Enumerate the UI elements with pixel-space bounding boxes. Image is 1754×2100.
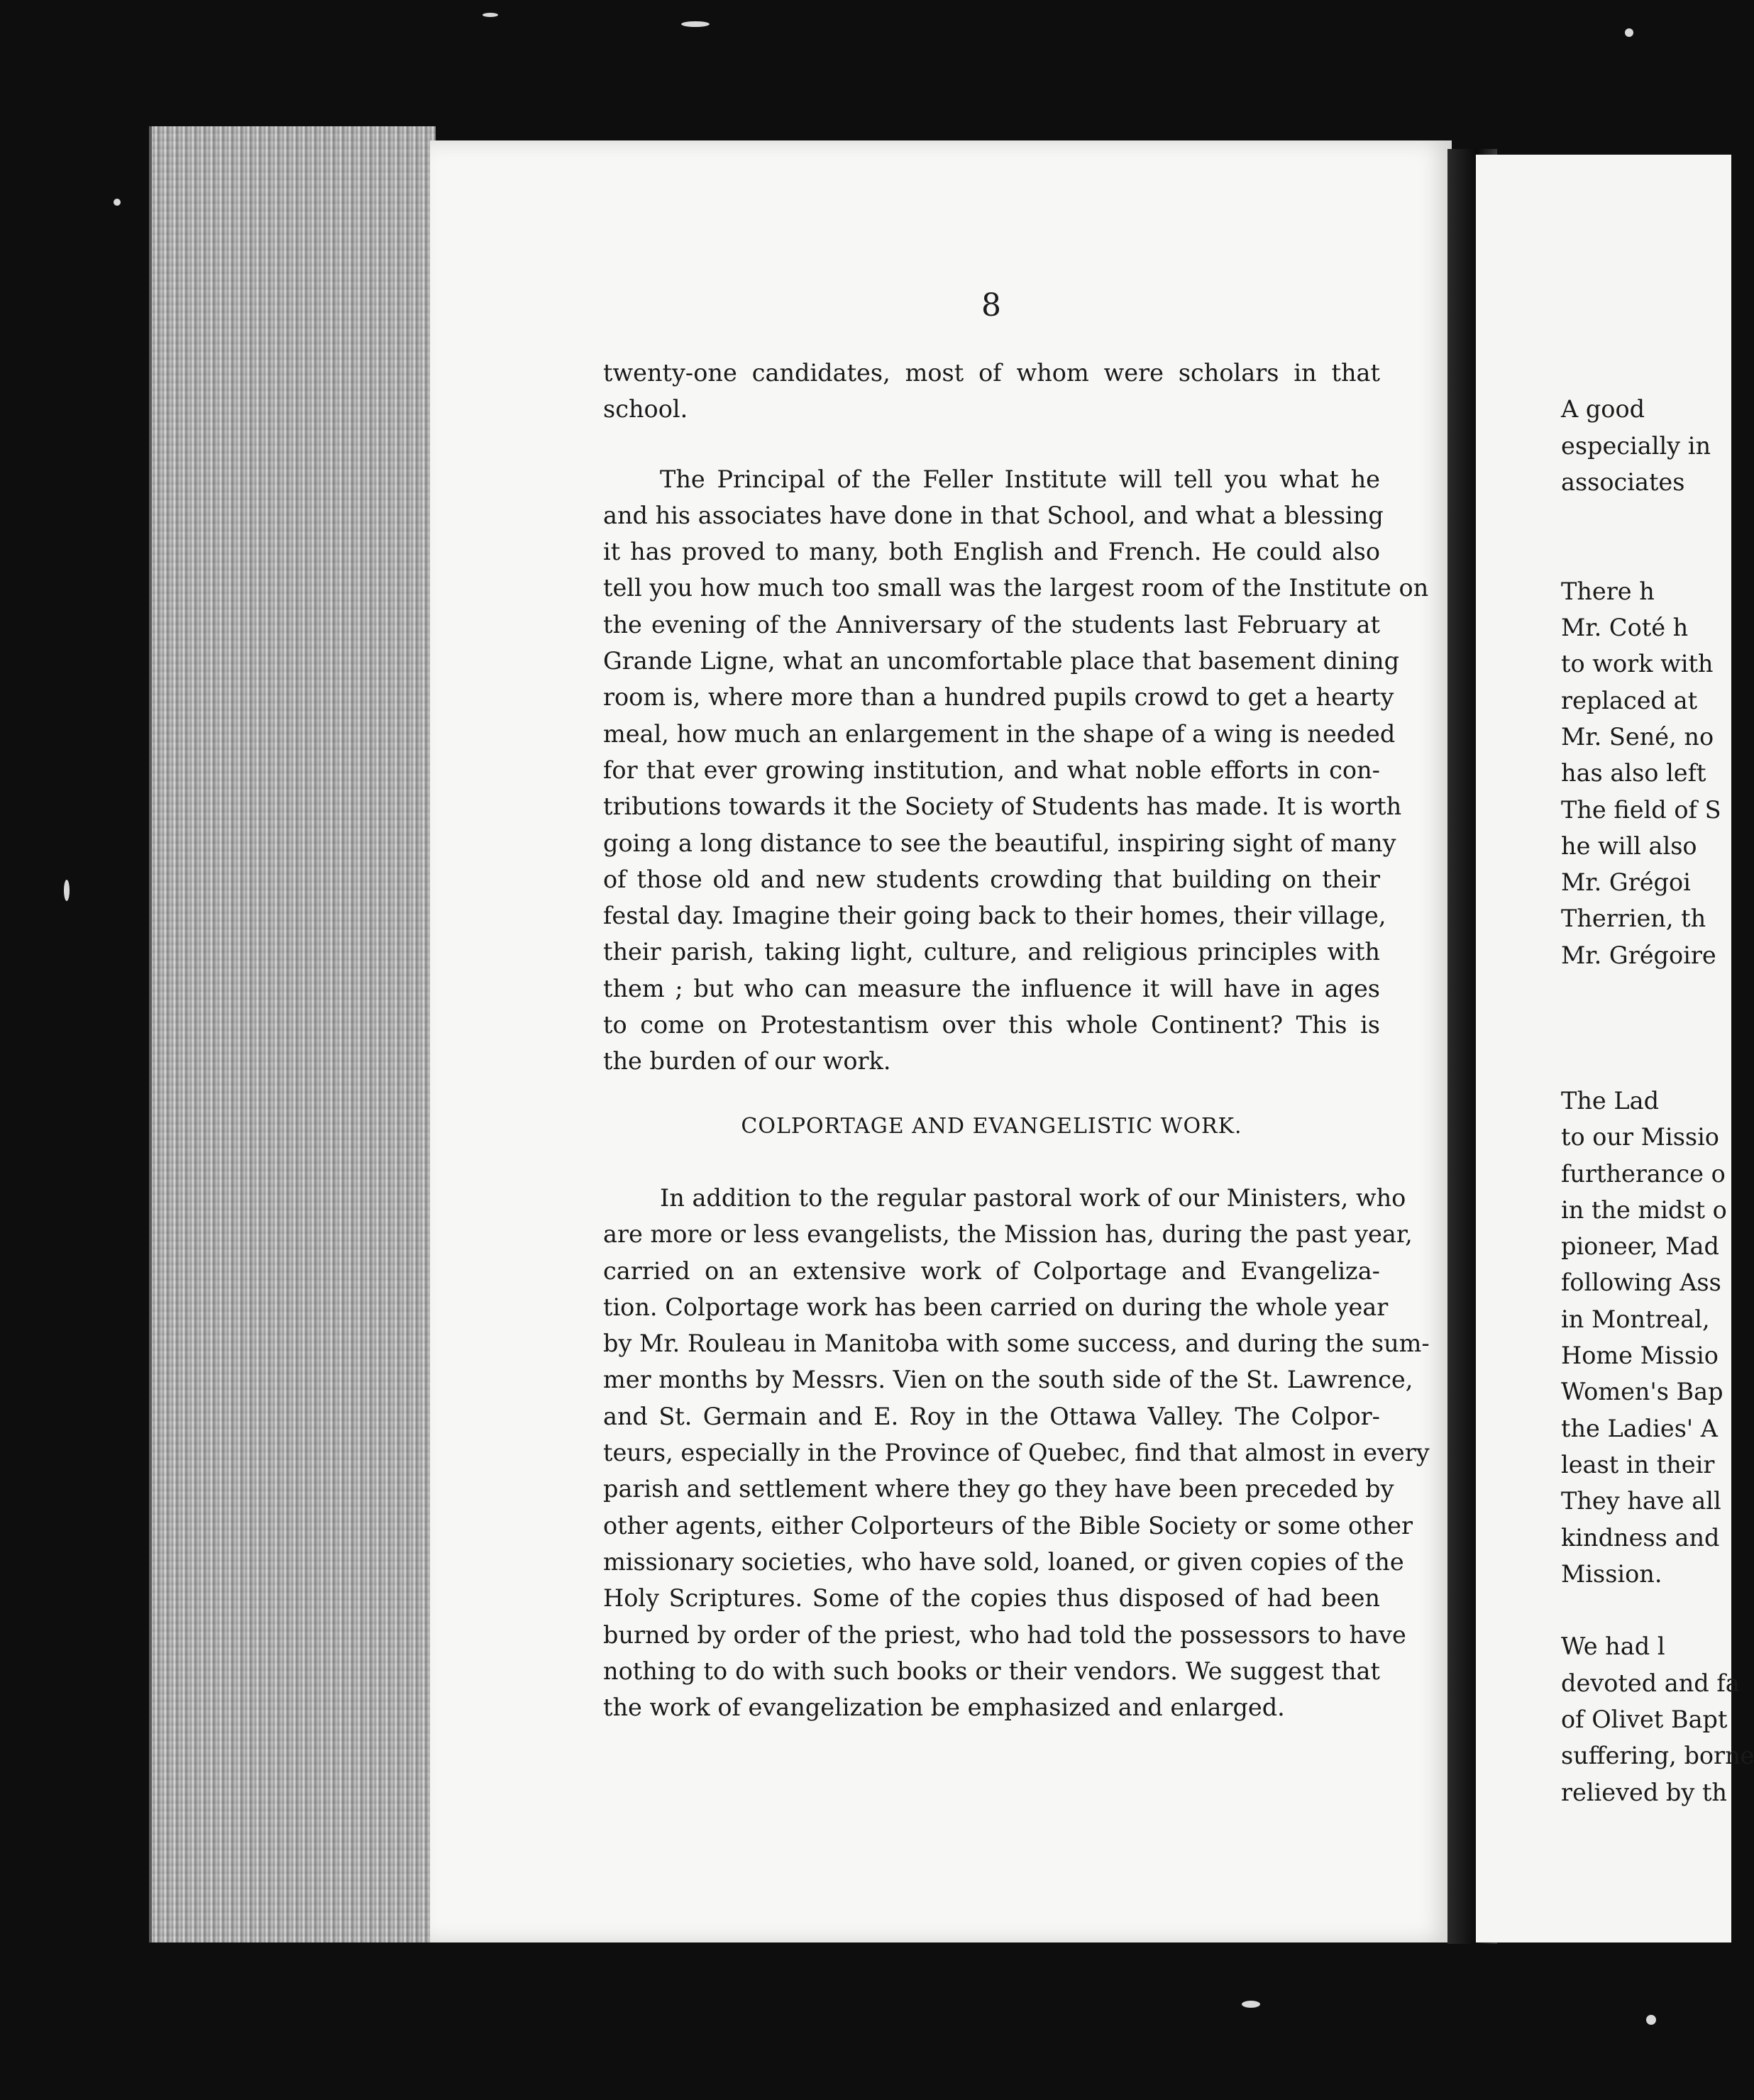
right-page-line: associates <box>1561 468 1685 496</box>
text-line: mer months by Messrs. Vien on the south side of the St. Lawrence, <box>603 1366 1413 1394</box>
page-number: 8 <box>981 287 1001 324</box>
dust-speck <box>681 21 710 27</box>
right-page-line: to work with <box>1561 650 1714 678</box>
text-line: Grande Ligne, what an uncomfortable place that basement dining <box>603 647 1400 675</box>
text-line: festal day. Imagine their going back to their homes, their village, <box>603 902 1386 930</box>
text-line: twenty-one candidates, most of whom were scholars in that <box>603 359 1380 387</box>
text-line: by Mr. Rouleau in Manitoba with some success, and during the sum- <box>603 1330 1430 1358</box>
right-page-line: A good <box>1561 395 1645 424</box>
text-line: to come on Protestantism over this whole Continent? This is <box>603 1011 1380 1039</box>
dust-speck <box>1646 2015 1656 2025</box>
dust-speck <box>1242 2001 1260 2008</box>
right-page-line: Mr. Sené, no <box>1561 722 1714 751</box>
right-page-line: suffering, borne <box>1561 1742 1754 1770</box>
text-line: room is, where more than a hundred pupils crowd to get a hearty <box>603 683 1394 712</box>
text-line: for that ever growing institution, and what noble efforts in con- <box>603 756 1380 784</box>
text-line: the evening of the Anniversary of the students last February at <box>603 610 1380 639</box>
right-page-line: Mr. Grégoire <box>1561 941 1716 969</box>
right-page-line: he will also <box>1561 831 1697 860</box>
text-line: parish and settlement where they go they have been preceded by <box>603 1475 1394 1503</box>
right-page-line: in Montreal, <box>1561 1305 1710 1333</box>
right-page-line <box>1561 536 1703 573</box>
right-page-line: Home Missio <box>1561 1342 1719 1370</box>
right-page-line: pioneer, Mad <box>1561 1232 1719 1261</box>
right-page-line: We had l <box>1561 1632 1665 1661</box>
text-line: carried on an extensive work of Colportage and Evangeliza- <box>603 1256 1380 1285</box>
text-line: the burden of our work. <box>603 1047 891 1076</box>
right-page-line: Mr. Grégoi <box>1561 868 1691 897</box>
text-line: burned by order of the priest, who had told the possessors to have <box>603 1620 1406 1649</box>
right-page-text <box>1561 355 1754 1811</box>
right-page-line: Mr. Coté h <box>1561 614 1689 642</box>
text-line: it has proved to many, both English and French. He could also <box>603 538 1380 566</box>
right-page-line: Women's Bap <box>1561 1378 1723 1406</box>
right-page-line: in the midst o <box>1561 1195 1727 1224</box>
right-page-line: The Lad <box>1561 1086 1660 1115</box>
right-page-line: They have all <box>1561 1487 1721 1515</box>
right-page-line: replaced at <box>1561 686 1698 714</box>
text-line: and his associates have done in that School, and what a blessing <box>603 501 1384 529</box>
right-page-line: There h <box>1561 577 1655 605</box>
right-page-line: to our Missio <box>1561 1123 1719 1151</box>
text-line: tion. Colportage work has been carried on during the whole year <box>603 1293 1389 1321</box>
text-line: nothing to do with such books or their vendors. We suggest that <box>603 1657 1380 1685</box>
right-page-line <box>1561 500 1703 536</box>
text-line: the work of evangelization be emphasized and enlarged. <box>603 1693 1285 1722</box>
book-fore-edge <box>149 126 436 1942</box>
text-line: Holy Scriptures. Some of the copies thus disposed of had been <box>603 1584 1380 1613</box>
text-line: school. <box>603 395 688 424</box>
right-page-line <box>1561 973 1703 1010</box>
section-heading: COLPORTAGE AND EVANGELISTIC WORK. <box>741 1113 1242 1139</box>
text-line: In addition to the regular pastoral work of our Ministers, who <box>660 1183 1406 1212</box>
paragraph-2 <box>603 461 1429 1080</box>
right-page-line: kindness and <box>1561 1523 1720 1552</box>
text-line: other agents, either Colporteurs of the Bible Society or some other <box>603 1511 1413 1540</box>
right-page-line: The field of S <box>1561 795 1721 824</box>
right-page-line <box>1561 355 1703 391</box>
dust-speck <box>64 880 70 901</box>
right-page-line: has also left <box>1561 759 1706 788</box>
right-page-line: following Ass <box>1561 1269 1721 1297</box>
text-line: meal, how much an enlargement in the shape of a wing is needed <box>603 719 1396 748</box>
dust-speck <box>482 13 498 17</box>
text-line: The Principal of the Feller Institute will tell you what he <box>660 465 1380 493</box>
text-line: missionary societies, who have sold, loaned, or given copies of the <box>603 1547 1404 1576</box>
right-page-line <box>1561 1046 1703 1083</box>
right-page-line <box>1561 1010 1703 1046</box>
paragraph-1 <box>603 355 1380 428</box>
right-page-line: relieved by th <box>1561 1778 1727 1806</box>
dust-speck <box>114 199 121 206</box>
text-line: are more or less evangelists, the Mission has, during the past year, <box>603 1220 1413 1249</box>
text-line: their parish, taking light, culture, and religious principles with <box>603 938 1380 966</box>
text-line: and St. Germain and E. Roy in the Ottawa Valley. The Colpor- <box>603 1402 1380 1430</box>
dust-speck <box>1625 28 1633 37</box>
text-line: them ; but who can measure the influence it will have in ages <box>603 974 1380 1002</box>
right-page-line: least in their <box>1561 1450 1715 1479</box>
paragraph-3 <box>603 1180 1430 1725</box>
text-line: of those old and new students crowding that building on their <box>603 865 1380 893</box>
right-page-line: Mission. <box>1561 1559 1662 1588</box>
right-page-line: of Olivet Bapt <box>1561 1705 1728 1733</box>
right-page-line: furtherance o <box>1561 1159 1726 1188</box>
right-page-line <box>1561 1592 1703 1628</box>
text-line: tributions towards it the Society of Students has made. It is worth <box>603 792 1402 821</box>
text-line: teurs, especially in the Province of Quebec, find that almost in every <box>603 1439 1430 1467</box>
right-page-line: the Ladies' A <box>1561 1414 1718 1442</box>
right-page-line: devoted and fa <box>1561 1669 1740 1697</box>
text-line: going a long distance to see the beautiful, inspiring sight of many <box>603 829 1396 857</box>
right-page-line: Therrien, th <box>1561 905 1706 933</box>
right-page-line: especially in <box>1561 431 1711 460</box>
text-line: tell you how much too small was the largest room of the Institute on <box>603 574 1429 602</box>
main-text <box>603 355 1430 1725</box>
